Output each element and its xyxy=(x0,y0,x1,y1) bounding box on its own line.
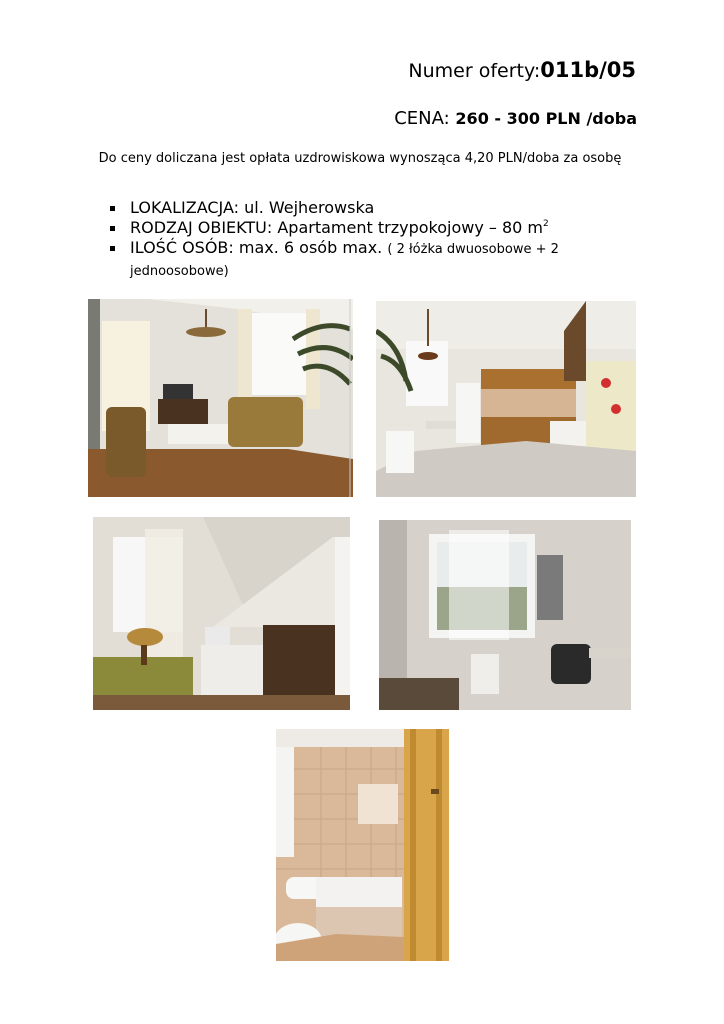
fee-note: Do ceny doliczana jest opłata uzdrowiskowa wynosząca 4,20 PLN/doba za osobę xyxy=(98,151,622,166)
bullet-icon xyxy=(110,226,115,231)
photo-bathroom xyxy=(276,729,449,961)
detail-persons-note: ( 2 łóżka dwuosobowe + 2 jednoosobowe) xyxy=(130,242,559,279)
detail-location-text: LOKALIZACJA: ul. Wejherowska xyxy=(130,198,375,217)
photo-living-room xyxy=(88,299,353,497)
detail-type-superscript: 2 xyxy=(542,219,549,229)
offer-label: Numer oferty: xyxy=(408,60,541,82)
detail-location xyxy=(104,198,644,218)
detail-persons-text: ILOŚĆ OSÓB: max. 6 osób max. xyxy=(130,238,383,257)
price xyxy=(394,108,637,129)
price-value: 260 - 300 PLN /doba xyxy=(455,109,637,128)
offer-number xyxy=(408,58,636,82)
detail-type-text: RODZAJ OBIEKTU: Apartament trzypokojowy – 80 m xyxy=(130,218,543,237)
detail-persons xyxy=(104,238,644,282)
details-list xyxy=(104,198,644,282)
offer-value: 011b/05 xyxy=(540,58,636,82)
bullet-icon xyxy=(110,246,115,251)
price-label: CENA: xyxy=(394,108,450,129)
photo-room-window xyxy=(379,520,631,710)
photo-bedroom xyxy=(93,517,350,710)
bullet-icon xyxy=(110,206,115,211)
detail-type xyxy=(104,218,644,238)
photo-kitchen xyxy=(376,301,636,497)
